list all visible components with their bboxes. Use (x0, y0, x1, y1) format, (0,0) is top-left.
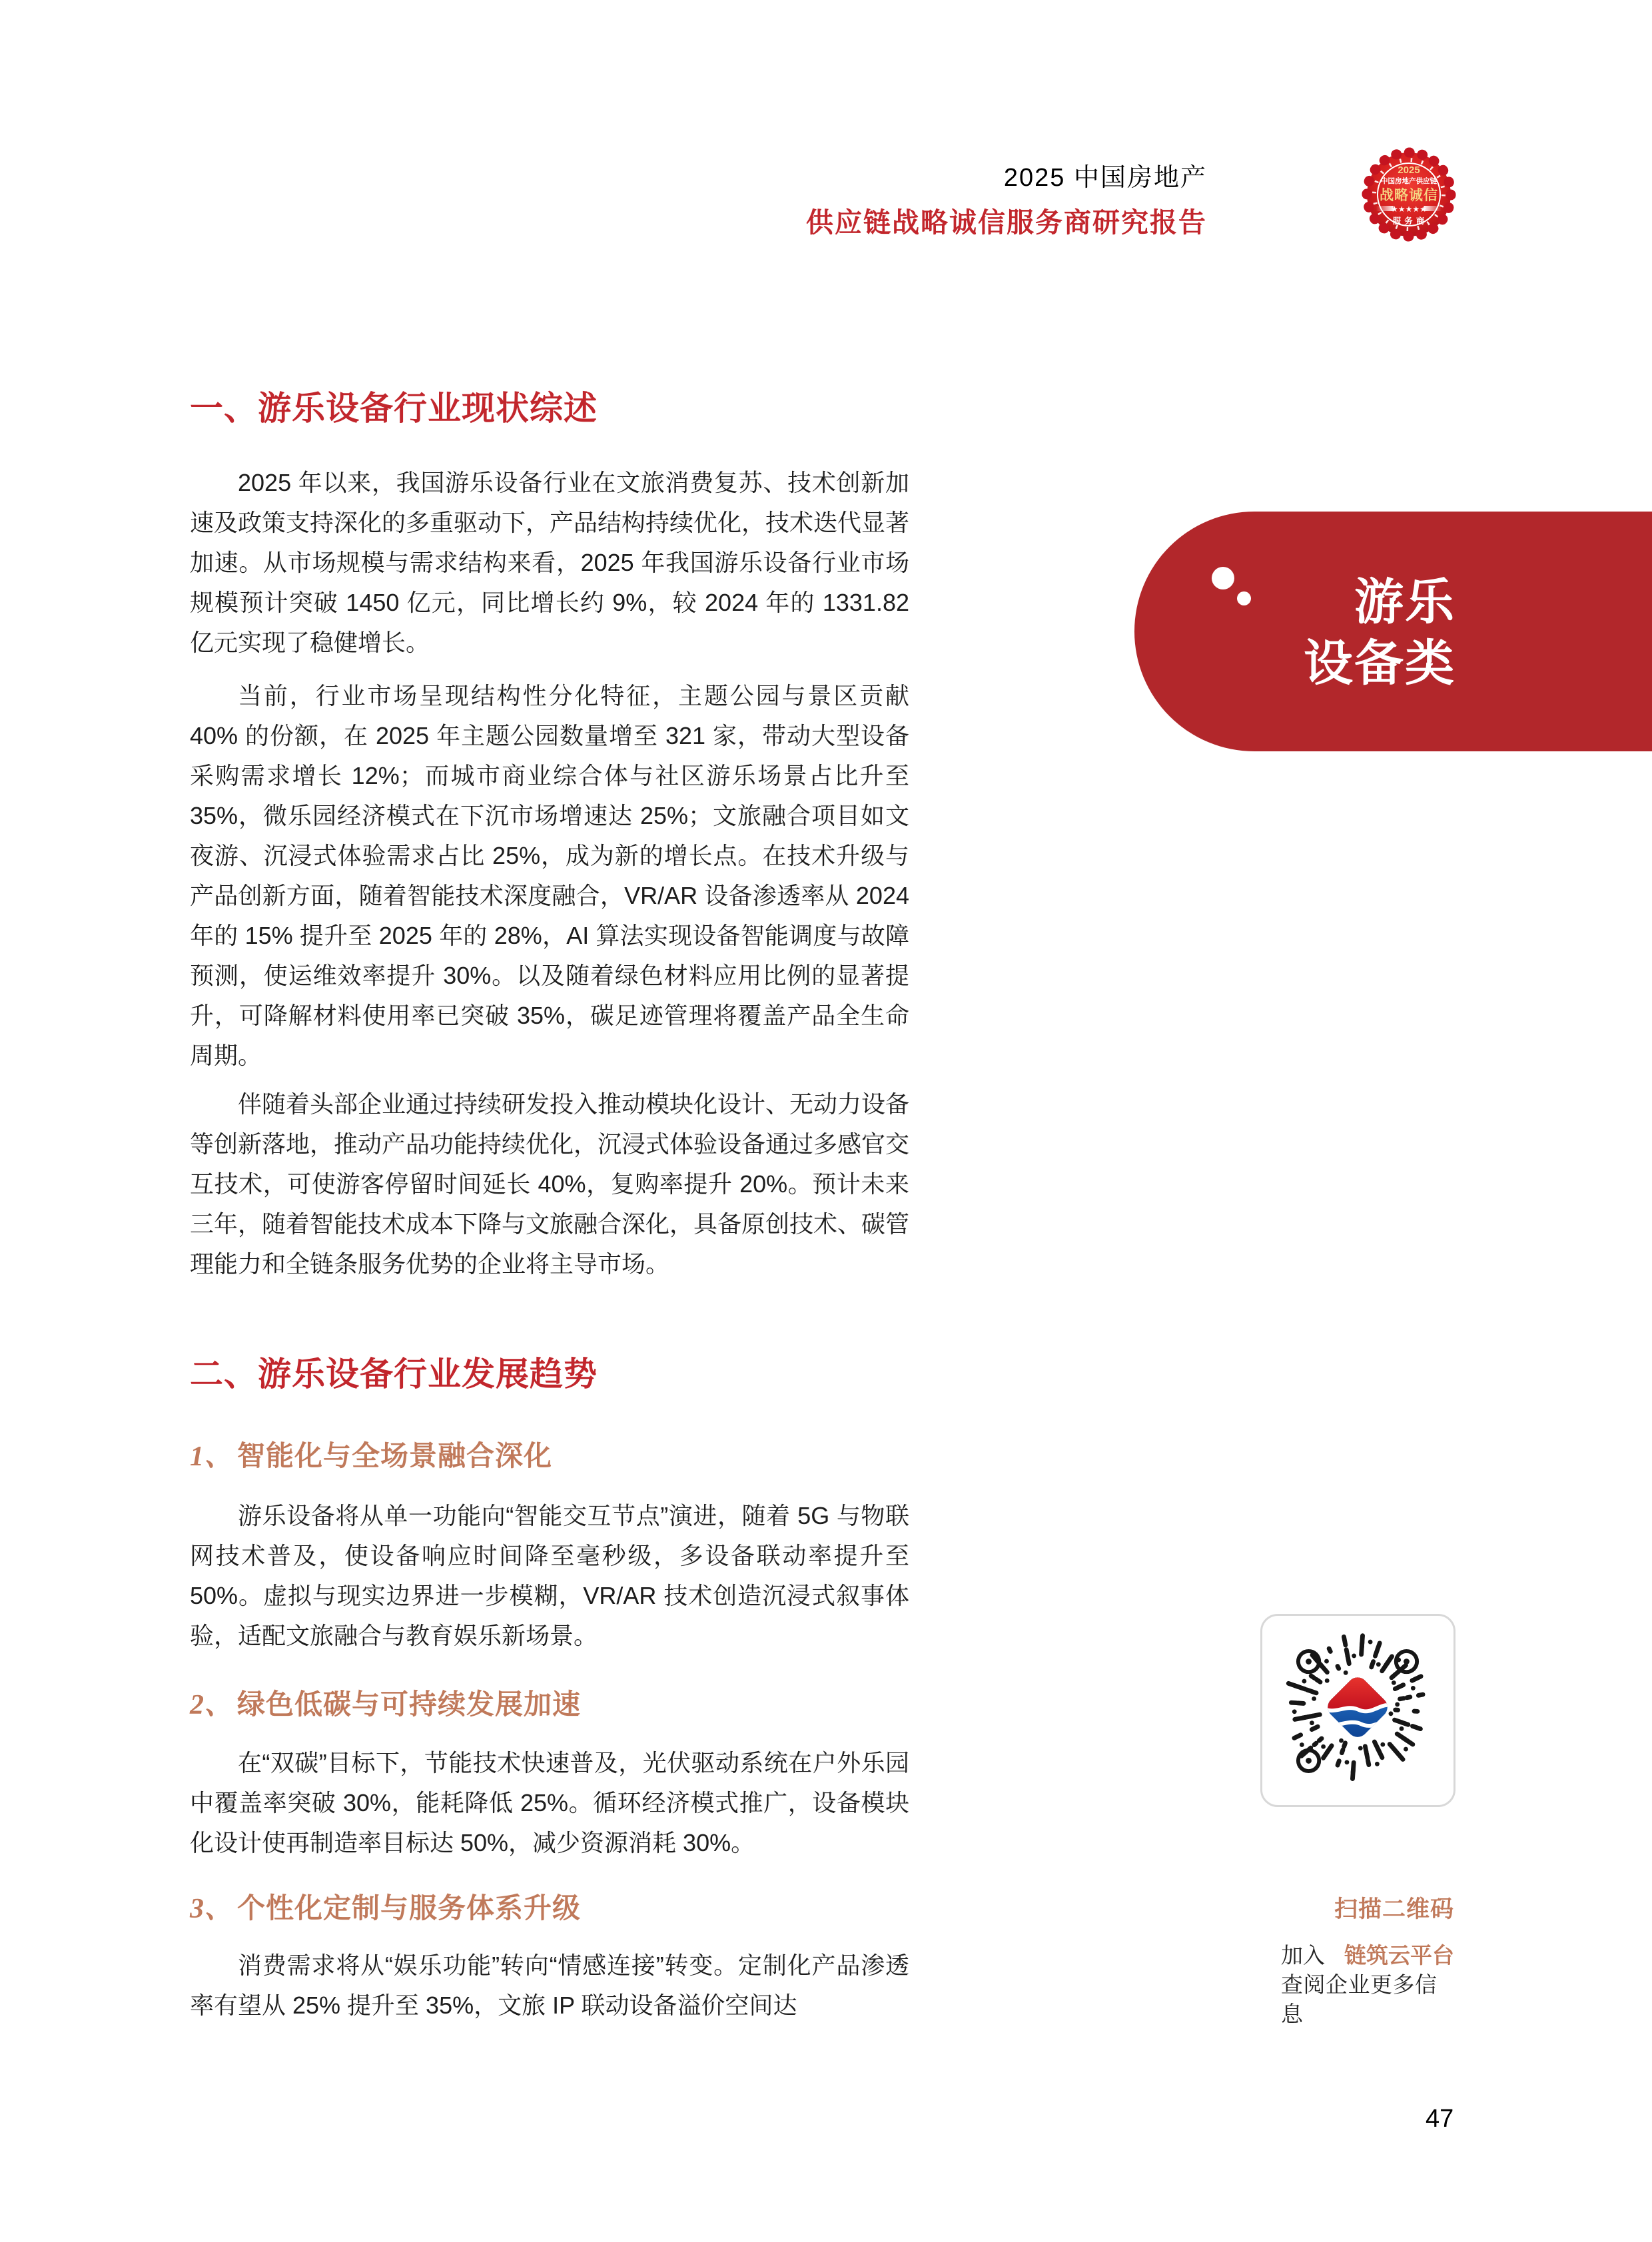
section-1-paragraph-3: 伴随着头部企业通过持续研发投入推动模块化设计、无动力设备等创新落地，推动产品功能持续优化，沉浸式体验设备通过多感官交互技术，可使游客停留时间延长 40%，复购率提升 20%。预计未来三年，随着智能技术成本下降与文旅融合深化，具备原创技术、碳管理能力和全链条服务优势的企业将主导市场。 (190, 1090, 910, 1278)
platform-name: 链筑云平台 (1344, 1943, 1454, 1968)
subsection-3-number: 3、 (190, 1894, 234, 1924)
subsection-1-title: 1、 智能化与全场景融合深化 (190, 1440, 553, 1472)
subsection-2-number: 2、 (190, 1690, 234, 1720)
seal-main-text: 战略诚信 (1380, 188, 1438, 203)
subsection-1-number: 1、 (190, 1441, 234, 1472)
section-2-title: 二、游乐设备行业发展趋势 (190, 1355, 598, 1393)
article-body (190, 390, 909, 2026)
seal-role-text: 服务商 (1392, 216, 1428, 226)
subsection-3-title: 3、 个性化定制与服务体系升级 (190, 1892, 582, 1924)
report-title-main: 供应链战略诚信服务商研究报告 (806, 207, 1207, 238)
report-title-year: 2025 中国房地产 (1003, 164, 1207, 192)
subsection-2-title: 2、 绿色低碳与可持续发展加速 (190, 1688, 582, 1720)
page-header (806, 163, 1207, 238)
seal-stars: ★★★★★ (1391, 204, 1427, 214)
category-label-line2: 设备类 (1304, 635, 1455, 691)
seal-year-text: 2025 (1398, 165, 1420, 176)
page-number: 47 (1426, 2105, 1454, 2133)
qr-position-marker-bottom-left (1298, 1750, 1319, 1771)
subsection-2-paragraph: 在“双碳”目标下，节能技术快速普及，光伏驱动系统在户外乐园中覆盖率突破 30%，能耗降低 25%。循环经济模式推广，设备模块化设计使再制造率目标达 50%，减少资源消耗 30%。 (190, 1749, 909, 1856)
category-label (1166, 571, 1455, 694)
scan-qr-label: 扫描二维码 (1334, 1896, 1454, 1922)
section-1-paragraph-1: 2025 年以来，我国游乐设备行业在文旅消费复苏、技术创新加速及政策支持深化的多重驱动下，产品结构持续优化，技术迭代显著加速。从市场规模与需求结构来看，2025 年我国游乐设备行业市场规模预计突破 1450 亿元，同比增长约 9%，较 2024 年的 1331.82 亿元实现了稳健增长。 (190, 469, 910, 656)
qr-caption (1281, 1896, 1454, 2029)
join-platform-line (1281, 1941, 1454, 1970)
subsection-3-paragraph: 消费需求将从“娱乐功能”转向“情感连接”转变。定制化产品渗透率有望从 25% 提升至 35%，文旅 IP 联动设备溢价空间达 (190, 1952, 909, 2019)
section-1-title: 一、游乐设备行业现状综述 (190, 390, 598, 427)
qr-code (1262, 1616, 1453, 1805)
qr-description: 查阅企业更多信息 (1281, 1972, 1438, 2026)
join-prefix: 加入 (1281, 1943, 1325, 1968)
qr-center-logo (1321, 1671, 1394, 1744)
qr-card (1260, 1614, 1455, 1807)
category-label-line1: 游乐 (1354, 574, 1455, 629)
certification-seal-icon (1360, 145, 1457, 244)
seal-org-text: 中国房地产供应链 (1381, 177, 1437, 185)
subsection-1-paragraph: 游乐设备将从单一功能向“智能交互节点”演进，随着 5G 与物联网技术普及，使设备响应时间降至毫秒级，多设备联动率提升至 50%。虚拟与现实边界进一步模糊，VR/AR 技术创造沉浸式叙事体验，适配文旅融合与教育娱乐新场景。 (190, 1502, 909, 1649)
section-1-paragraph-2: 当前，行业市场呈现结构性分化特征，主题公园与景区贡献 40% 的份额，在 2025 年主题公园数量增至 321 家，带动大型设备采购需求增长 12%；而城市商业综合体与社区游乐场景占比升至 35%，微乐园经济模式在下沉市场增速达 25%；文旅融合项目如文夜游、沉浸式体验需求占比 25%，成为新的增长点。在技术升级与产品创新方面，随着智能技术深度融合，VR/AR 设备渗透率从 2024 年的 15% 提升至 2025 年的 28%，AI 算法实现设备智能调度与故障预测，使运维效率提升 30%。以及随着绿色材料应用比例的显著提升，可降解材料使用率已突破 35%，碳足迹管理将覆盖产品全生命周期。 (190, 682, 909, 1069)
